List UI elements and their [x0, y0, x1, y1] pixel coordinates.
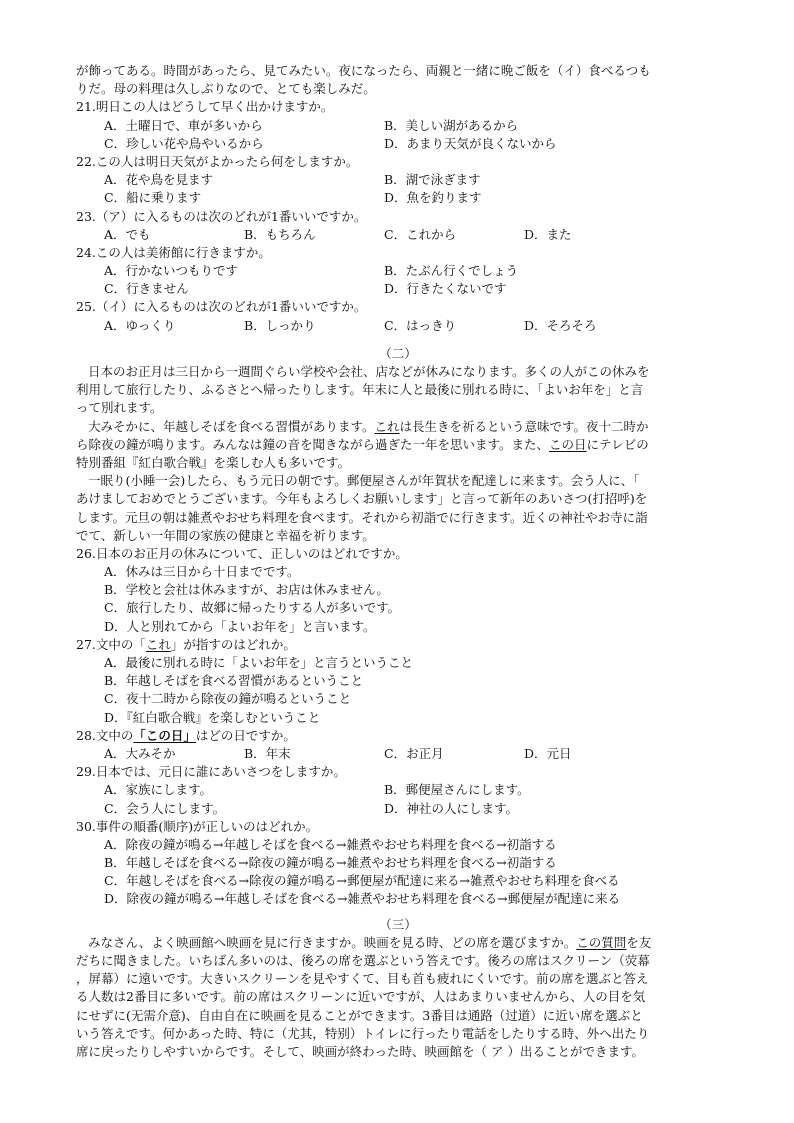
- option-a[interactable]: A．土曜日で、車が多いから: [104, 117, 263, 133]
- options-row: [76, 800, 720, 818]
- passage-line: にせずに(无需介意)、自由自在に映画を見ることができます。3番目は通路（过道）に近い席を選ぶと: [76, 1007, 643, 1023]
- question-28: [76, 727, 720, 745]
- option-b[interactable]: [76, 581, 720, 599]
- exam-page: [76, 62, 720, 1061]
- passage-line: 席に戻ったりしやすいからです。そして、映画が終わった時、映画館を（ ア ）出ることができます。: [76, 1043, 644, 1059]
- option-b[interactable]: B．年末: [244, 745, 291, 761]
- question-22: 22.この人は明日天気がよかったら何をしますか。: [76, 153, 359, 169]
- option-d[interactable]: D．そろそろ: [524, 317, 597, 333]
- text-run: 27.文中の「: [76, 636, 146, 652]
- option-d[interactable]: D．魚を釣ります: [384, 190, 482, 206]
- question-26: 26.日本のお正月の休みについて、正しいのはどれですか。: [76, 545, 408, 561]
- option-a[interactable]: A．ゆっくり: [104, 317, 176, 333]
- underlined-word: この質問: [576, 934, 627, 950]
- text-run: ら除夜の鐘が鳴ります。みんなは鐘の音を聞きながら過ぎた一年を思います。また、: [76, 436, 550, 452]
- options-row: [76, 262, 720, 280]
- option-a[interactable]: [76, 836, 720, 854]
- options-row: [76, 189, 720, 207]
- option-b[interactable]: B．湖で泳ぎます: [384, 172, 481, 188]
- option-d[interactable]: [76, 890, 720, 908]
- option-b[interactable]: B．美しい湖があるから: [384, 117, 519, 133]
- option-c[interactable]: [76, 599, 720, 617]
- option-a[interactable]: A．大みそか: [104, 745, 176, 761]
- text-run: 28.文中の: [76, 727, 134, 743]
- option-a[interactable]: A．行かないつもりです: [104, 263, 239, 279]
- option-d[interactable]: D．元日: [524, 745, 572, 761]
- question-24: 24.この人は美術館に行きますか。: [76, 244, 271, 260]
- passage-line: る人数は2番目に多いです。前の席はスクリーンに近いですが、人はあまりいませんから、人の目を気: [76, 989, 646, 1005]
- option-c[interactable]: C．はっきり: [384, 317, 457, 333]
- passage-line: [76, 934, 720, 952]
- option-d[interactable]: D．行きたくないです: [384, 281, 507, 297]
- passage-line: 一眠り(小睡一会)したら、もう元日の朝です。郵便屋さんが年賀状を配達しに来ます。会う人に、「: [88, 473, 640, 489]
- option-text: A．除夜の鐘が鳴る→年越しそばを食べる→雑煮やおせち料理を食べる→初詣する: [104, 836, 557, 852]
- options-row: [76, 317, 720, 335]
- question-23: 23.（ア）に入るものは次のどれが1番いいですか。: [76, 208, 367, 224]
- text-run: は長生きを祈るという意味です。夜十二時か: [399, 418, 649, 434]
- passage-line: [76, 418, 720, 436]
- option-a[interactable]: A．でも: [104, 226, 151, 242]
- options-row: [76, 171, 720, 189]
- passage-line: だちに聞きました。いちばん多いのは、後ろの席を選ぶという答えです。後ろの席はスクリーン（荧幕: [76, 953, 650, 968]
- options-row: [76, 226, 720, 244]
- text-run: 」が指すのはどれか。: [170, 636, 296, 652]
- passage-line: りだ。母の料理は久しぶりなので、とても楽しみだ。: [76, 81, 376, 97]
- options-row: [76, 135, 720, 153]
- option-b[interactable]: B．郵便屋さんにします。: [384, 782, 530, 798]
- underlined-word: この日: [549, 436, 587, 452]
- text-run: にテレビの: [586, 436, 649, 452]
- option-c[interactable]: C．これから: [384, 226, 457, 242]
- options-row: [76, 280, 720, 298]
- underlined-word: 「この日」: [133, 727, 196, 743]
- passage-line: 利用して旅行したり、ふるさとへ帰ったりします。年末に人と最後に別れる時に、「よいお年を」と言: [76, 382, 644, 398]
- option-c[interactable]: C．船に乗ります: [104, 190, 202, 206]
- option-text: C．旅行したり、故郷に帰ったりする人が多いです。: [104, 600, 401, 616]
- question-27: [76, 636, 720, 654]
- passage-line: 特別番組『紅白歌合戦』を楽しむ人も多いです。: [76, 454, 351, 470]
- text-run: みなさん、よく映画館へ映画を見に行きますか。映画を見る時、どの席を選びますか。: [88, 934, 577, 950]
- text-run: 大みそかに、年越しそばを食べる習慣があります。: [88, 418, 375, 434]
- option-d[interactable]: [76, 618, 720, 636]
- option-d[interactable]: D．神社の人にします。: [384, 800, 519, 816]
- option-text: B．年越しそばを食べる→除夜の鐘が鳴る→雑煮やおせち料理を食べる→初詣する: [104, 855, 557, 871]
- passage-line: でて、新しい一年間の家族の健康と幸福を祈ります。: [76, 527, 375, 543]
- option-d[interactable]: D．また: [524, 226, 572, 242]
- question-30: 30.事件の順番(顺序)が正しいのはどれか。: [76, 818, 319, 834]
- option-text: B．学校と会社は休みますが、お店は休みません。: [104, 582, 389, 598]
- section-heading: （三）: [379, 916, 417, 932]
- options-row: [76, 745, 720, 763]
- underlined-word: これ: [145, 636, 171, 652]
- underlined-word: これ: [374, 418, 400, 434]
- option-text: B．年越しそばを食べる習慣があるということ: [104, 673, 364, 689]
- passage-line: が飾ってある。時間があったら、見てみたい。夜になったら、両親と一緒に晩ご飯を（イ）食べるつも: [76, 63, 651, 78]
- option-text: C．夜十二時から除夜の鐘が鳴るということ: [104, 691, 352, 707]
- option-c[interactable]: [76, 872, 720, 890]
- option-text: D．除夜の鐘が鳴る→年越しそばを食べる→雑煮やおせち料理を食べる→郵便屋が配達に来る: [104, 891, 621, 907]
- text-run: を友: [626, 934, 652, 950]
- option-a[interactable]: [76, 654, 720, 672]
- section-heading: （二）: [379, 345, 417, 361]
- text-run: はどの日ですか。: [195, 727, 296, 743]
- option-a[interactable]: [76, 563, 720, 581]
- passage-line: します。元旦の朝は雑煮やおせち料理を食べます。それから初詣でに行きます。近くの神社やお寺に詣: [76, 509, 648, 525]
- passage-line: って別れます。: [76, 400, 163, 416]
- option-b[interactable]: [76, 672, 720, 690]
- option-text: D．『紅白歌合戦』を楽しむということ: [104, 709, 321, 725]
- option-b[interactable]: [76, 854, 720, 872]
- options-row: [76, 117, 720, 135]
- question-29: 29.日本では、元日に誰にあいさつをしますか。: [76, 764, 346, 780]
- options-row: [76, 781, 720, 799]
- passage-line: いう答えです。何かあった時、特に（尤其，特别）トイレに行ったり電話をしたりする時、外へ出たり: [76, 1025, 650, 1041]
- option-a[interactable]: A．家族にします。: [104, 782, 213, 798]
- option-b[interactable]: B．たぶん行くでしょう: [384, 263, 519, 279]
- passage-line: ，屏幕）に遠いです。大きいスクリーンを見やすくて、目も首も疲れにくいです。前の席を選ぶと答え: [76, 971, 649, 987]
- passage-line: 日本のお正月は三日から一週間ぐらい学校や会社、店などが休みになります。多くの人がこの休みを: [88, 364, 650, 379]
- option-b[interactable]: B．もちろん: [244, 226, 316, 242]
- passage-line: [76, 436, 720, 454]
- option-text: A．休みは三日から十日までです。: [104, 564, 300, 580]
- option-c[interactable]: C．行きません: [104, 281, 189, 297]
- option-c[interactable]: C．珍しい花や鳥やいるから: [104, 135, 264, 151]
- option-text: D．人と別れてから「よいお年を」と言います。: [104, 618, 376, 634]
- question-21: 21.明日この人はどうして早く出かけますか。: [76, 99, 334, 115]
- option-d[interactable]: D．あまり天気が良くないから: [384, 135, 557, 151]
- option-text: C．年越しそばを食べる→除夜の鐘が鳴る→郵便屋が配達に来る→雑煮やおせち料理を食べる: [104, 873, 620, 889]
- option-d[interactable]: [76, 709, 720, 727]
- option-a[interactable]: A．花や鳥を見ます: [104, 172, 214, 188]
- option-c[interactable]: [76, 690, 720, 708]
- option-c[interactable]: C．お正月: [384, 745, 444, 761]
- option-b[interactable]: B．しっかり: [244, 317, 316, 333]
- passage-line: あけましておめでとうございます。今年もよろしくお願いします」と言って新年のあいさつ(打招呼)を: [76, 491, 648, 507]
- option-c[interactable]: C．会う人にします。: [104, 800, 226, 816]
- question-25: 25.（イ）に入るものは次のどれが1番いいですか。: [76, 299, 367, 315]
- option-text: A．最後に別れる時に「よいお年を」と言うということ: [104, 655, 414, 670]
